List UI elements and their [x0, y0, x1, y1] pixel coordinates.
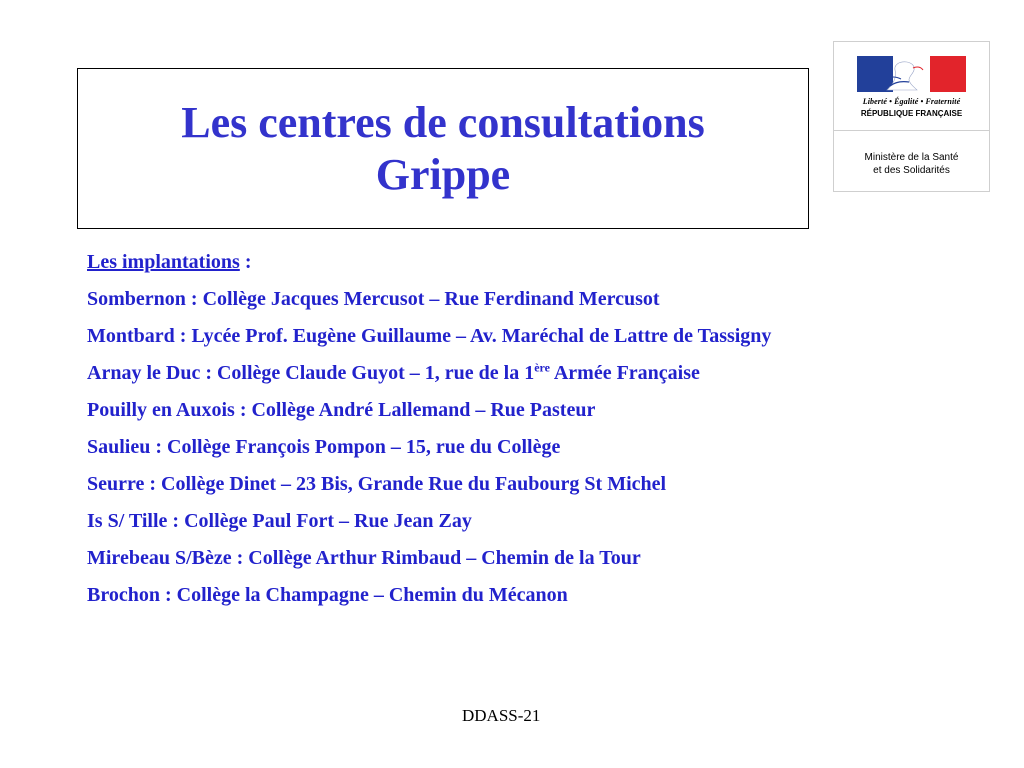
location-item [87, 359, 917, 387]
logo-ministry [834, 151, 989, 177]
ministry-line-1: Ministère de la Santé [864, 152, 959, 163]
location-item-text-end: Armée Française [549, 362, 700, 384]
ministry-line-2: et des Solidarités [873, 165, 950, 176]
title-box [77, 68, 809, 229]
location-item: Seurre : Collège Dinet – 23 Bis, Grande Rue du Faubourg St Michel [87, 473, 667, 495]
heading-suffix: : [239, 251, 252, 273]
locations-list [87, 248, 917, 618]
heading-label: Les implantations [87, 251, 240, 273]
slide-title-line-2: Grippe [375, 149, 511, 199]
location-item: Mirebeau S/Bèze : Collège Arthur Rimbaud – Chemin de la Tour [87, 547, 641, 569]
location-item: Saulieu : Collège François Pompon – 15, rue du Collège [87, 436, 561, 458]
location-item-text: Arnay le Duc : Collège Claude Guyot – 1, rue de la 1 [87, 362, 535, 384]
location-item: Montbard : Lycée Prof. Eugène Guillaume – Av. Maréchal de Lattre de Tassigny [87, 325, 772, 347]
republic-logo [833, 41, 990, 192]
location-item: Is S/ Tille : Collège Paul Fort – Rue Jean Zay [87, 510, 472, 532]
footer-label: DDASS-21 [462, 706, 541, 725]
logo-divider [834, 130, 989, 131]
logo-republic-name: RÉPUBLIQUE FRANÇAISE [860, 109, 963, 118]
location-item: Pouilly en Auxois : Collège André Lallemand – Rue Pasteur [87, 399, 596, 421]
superscript-ordinal: ère [534, 360, 550, 375]
marianne-flag-icon [857, 56, 966, 92]
location-item: Brochon : Collège la Champagne – Chemin du Mécanon [87, 584, 568, 606]
logo-top-section [834, 42, 989, 130]
slide-title-line-1: Les centres de consultations [181, 97, 705, 147]
section-heading [87, 248, 917, 276]
location-item: Sombernon : Collège Jacques Mercusot – Rue Ferdinand Mercusot [87, 288, 660, 310]
logo-motto: Liberté • Égalité • Fraternité [862, 97, 961, 106]
